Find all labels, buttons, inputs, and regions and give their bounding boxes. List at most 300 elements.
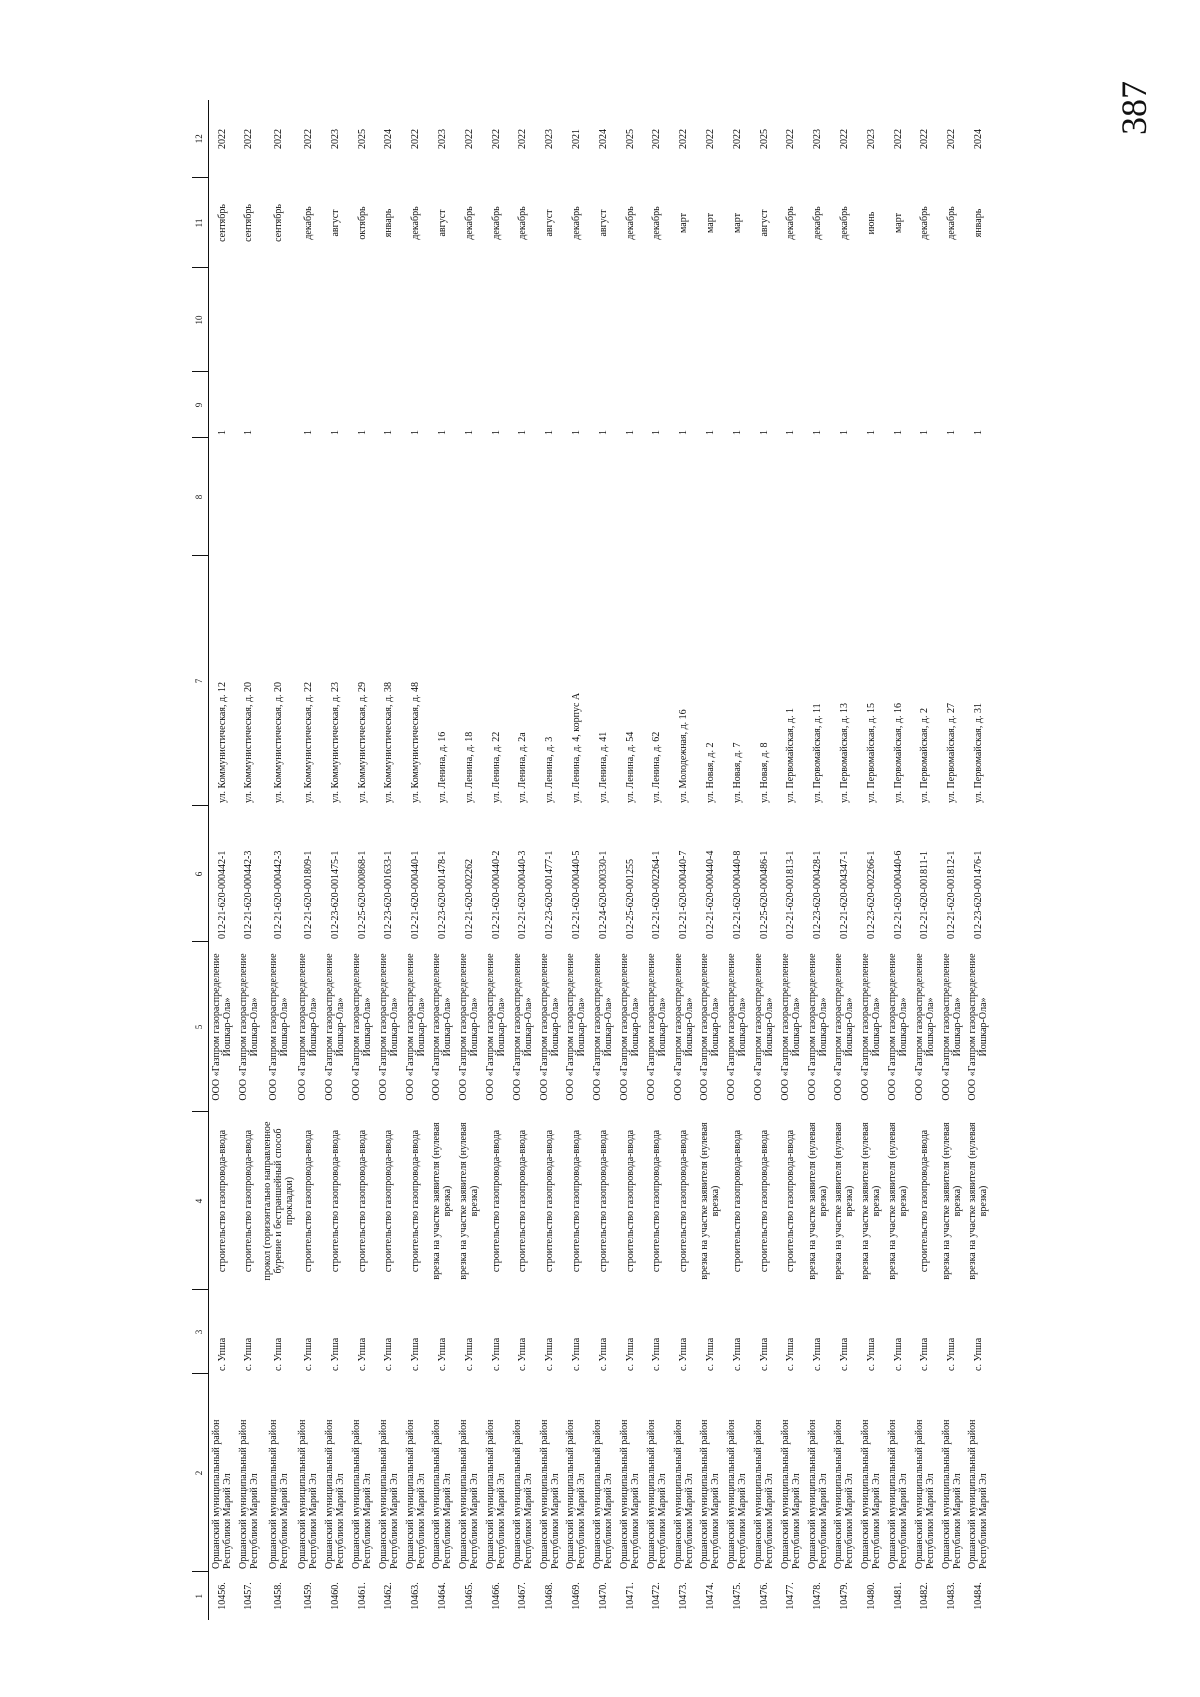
empty-cell: [590, 438, 617, 556]
empty-cell: [429, 438, 456, 556]
empty-cell: [751, 438, 778, 556]
organization-cell: ООО «Газпром газораспределение Йошкар-Ола»: [619, 953, 642, 1101]
address-cell: ул. Коммунистическая, д. 20: [243, 681, 255, 803]
empty-cell: [322, 438, 349, 556]
table-row: [911, 100, 938, 1620]
empty-cell: [322, 268, 349, 372]
quantity-cell: 1: [651, 430, 663, 435]
organization-cell: ООО «Газпром газораспределение Йошкар-Ола»: [967, 953, 990, 1101]
work-type-cell: врезка на участке заявителя (нулевая врезка): [431, 1122, 454, 1280]
table-row: [456, 100, 483, 1620]
quantity-cell: 1: [356, 430, 368, 435]
empty-cell: [831, 268, 858, 372]
empty-cell: [617, 268, 644, 372]
district-cell: Оршанский муниципальный район Республики Марий Эл: [485, 1419, 508, 1569]
row-number: 10479.: [838, 1582, 850, 1610]
address-cell: ул. Коммунистическая, д. 38: [383, 681, 395, 803]
address-cell: ул. Ленина, д. 22: [490, 731, 502, 803]
quantity-cell: 1: [758, 430, 770, 435]
empty-cell: [617, 438, 644, 556]
work-type-cell: строительство газопровода-ввода: [356, 1129, 368, 1273]
quantity-cell: 1: [812, 430, 824, 435]
table-row: [429, 100, 456, 1620]
locality-cell: с. Упша: [838, 1337, 850, 1371]
month-cell: март: [678, 213, 690, 233]
organization-cell: ООО «Газпром газораспределение Йошкар-Ола»: [753, 953, 776, 1101]
table-row: [643, 100, 670, 1620]
empty-cell: [483, 268, 510, 372]
district-cell: Оршанский муниципальный район Республики Марий Эл: [860, 1419, 883, 1569]
organization-cell: ООО «Газпром газораспределение Йошкар-Ола»: [672, 953, 695, 1101]
organization-cell: ООО «Газпром газораспределение Йошкар-Ола»: [699, 953, 722, 1101]
year-cell: 2022: [302, 129, 314, 149]
empty-cell: [262, 268, 295, 372]
header-row: [192, 100, 209, 1620]
year-cell: 2022: [410, 129, 422, 149]
row-number: 10471.: [624, 1582, 636, 1610]
table-row: [262, 100, 295, 1620]
table-row: [965, 100, 992, 1620]
empty-cell: [965, 438, 992, 556]
organization-cell: ООО «Газпром газораспределение Йошкар-Ола»: [779, 953, 802, 1101]
locality-cell: с. Упша: [436, 1337, 448, 1371]
locality-cell: с. Упша: [892, 1337, 904, 1371]
district-cell: Оршанский муниципальный район Республики Марий Эл: [699, 1419, 722, 1569]
month-cell: декабрь: [651, 206, 663, 240]
month-cell: март: [731, 213, 743, 233]
quantity-cell: 1: [436, 430, 448, 435]
table-row: [402, 100, 429, 1620]
month-cell: март: [704, 213, 716, 233]
work-type-cell: строительство газопровода-ввода: [597, 1129, 609, 1273]
empty-cell: [456, 438, 483, 556]
district-cell: Оршанский муниципальный район Республики Марий Эл: [645, 1419, 668, 1569]
organization-cell: ООО «Газпром газораспределение Йошкар-Ола»: [211, 953, 234, 1101]
address-cell: ул. Первомайская, д. 16: [892, 703, 904, 803]
organization-cell: ООО «Газпром газораспределение Йошкар-Ола»: [485, 953, 508, 1101]
empty-cell: [804, 438, 831, 556]
row-number: 10465.: [463, 1582, 475, 1610]
address-cell: ул. Новая, д. 2: [704, 742, 716, 803]
quantity-cell: 1: [410, 430, 422, 435]
work-type-cell: врезка на участке заявителя (нулевая врезка): [458, 1122, 481, 1280]
row-number: 10464.: [436, 1582, 448, 1610]
object-code-cell: 012-23-620-001477-1: [544, 850, 556, 939]
empty-cell: [209, 268, 236, 372]
quantity-cell: 1: [517, 430, 529, 435]
empty-cell: [911, 268, 938, 372]
table-row: [235, 100, 262, 1620]
empty-cell: [235, 268, 262, 372]
district-cell: Оршанский муниципальный район Республики Марий Эл: [267, 1419, 290, 1569]
month-cell: июнь: [865, 211, 877, 235]
row-number: 10483.: [946, 1582, 958, 1610]
empty-cell: [965, 268, 992, 372]
quantity-cell: [262, 372, 295, 438]
column-header: 1: [192, 1572, 209, 1620]
object-code-cell: 012-21-620-000440-7: [678, 850, 690, 939]
month-cell: декабрь: [463, 206, 475, 240]
organization-cell: ООО «Газпром газораспределение Йошкар-Ола»: [267, 953, 290, 1101]
quantity-cell: 1: [919, 430, 931, 435]
table-row: [831, 100, 858, 1620]
address-cell: ул. Ленина, д. 41: [597, 731, 609, 803]
locality-cell: с. Упша: [651, 1337, 663, 1371]
column-header: 12: [192, 100, 209, 178]
quantity-cell: 1: [838, 430, 850, 435]
row-number: 10472.: [651, 1582, 663, 1610]
quantity-cell: 1: [216, 430, 228, 435]
empty-cell: [456, 268, 483, 372]
organization-cell: ООО «Газпром газораспределение Йошкар-Ола»: [404, 953, 427, 1101]
locality-cell: с. Упша: [570, 1337, 582, 1371]
month-cell: январь: [383, 208, 395, 238]
object-code-cell: 012-21-620-000440-2: [490, 850, 502, 939]
table-row: [777, 100, 804, 1620]
work-type-cell: врезка на участке заявителя (нулевая врезка): [806, 1122, 829, 1280]
locality-cell: с. Упша: [273, 1337, 285, 1371]
address-cell: ул. Первомайская, д. 11: [812, 703, 824, 803]
locality-cell: с. Упша: [216, 1337, 228, 1371]
month-cell: август: [597, 209, 609, 237]
row-number: 10481.: [892, 1582, 904, 1610]
object-code-cell: 012-21-620-000440-1: [410, 850, 422, 939]
empty-cell: [295, 268, 322, 372]
empty-cell: [509, 268, 536, 372]
table-row: [858, 100, 885, 1620]
empty-cell: [885, 438, 912, 556]
district-cell: Оршанский муниципальный район Республики Марий Эл: [672, 1419, 695, 1569]
locality-cell: с. Упша: [785, 1337, 797, 1371]
year-cell: 2022: [704, 129, 716, 149]
empty-cell: [804, 268, 831, 372]
year-cell: 2025: [624, 129, 636, 149]
work-type-cell: строительство газопровода-ввода: [383, 1129, 395, 1273]
locality-cell: с. Упша: [383, 1337, 395, 1371]
row-number: 10466.: [490, 1582, 502, 1610]
object-code-cell: 012-21-620-001811-1: [919, 851, 931, 939]
month-cell: август: [329, 209, 341, 237]
empty-cell: [911, 438, 938, 556]
work-type-cell: прокол (горизонтально направленное бурение и бестраншейный способ прокладки): [262, 1121, 296, 1281]
table-row: [885, 100, 912, 1620]
year-cell: 2023: [436, 129, 448, 149]
work-type-cell: строительство газопровода-ввода: [544, 1129, 556, 1273]
object-code-cell: 012-21-620-000440-5: [570, 850, 582, 939]
table-row: [509, 100, 536, 1620]
quantity-cell: 1: [597, 430, 609, 435]
object-code-cell: 012-21-620-000442-1: [216, 850, 228, 939]
district-cell: Оршанский муниципальный район Республики Марий Эл: [887, 1419, 910, 1569]
column-header: 10: [192, 268, 209, 372]
month-cell: декабрь: [517, 206, 529, 240]
month-cell: декабрь: [570, 206, 582, 240]
organization-cell: ООО «Газпром газораспределение Йошкар-Ола»: [833, 953, 856, 1101]
year-cell: 2023: [865, 129, 877, 149]
object-code-cell: 012-21-620-001809-1: [302, 850, 314, 939]
column-header: 9: [192, 372, 209, 438]
locality-cell: с. Упша: [302, 1337, 314, 1371]
empty-cell: [262, 438, 295, 556]
address-cell: ул. Коммунистическая, д. 22: [302, 681, 314, 803]
work-type-cell: врезка на участке заявителя (нулевая врезка): [967, 1122, 990, 1280]
locality-cell: с. Упша: [410, 1337, 422, 1371]
year-cell: 2023: [544, 129, 556, 149]
empty-cell: [349, 438, 376, 556]
year-cell: 2025: [356, 129, 368, 149]
column-header: 4: [192, 1112, 209, 1290]
organization-cell: ООО «Газпром газораспределение Йошкар-Ола»: [592, 953, 615, 1101]
address-cell: ул. Ленина, д. 16: [436, 731, 448, 803]
year-cell: 2022: [243, 129, 255, 149]
empty-cell: [375, 438, 402, 556]
year-cell: 2022: [785, 129, 797, 149]
locality-cell: с. Упша: [704, 1337, 716, 1371]
month-cell: сентябрь: [273, 204, 285, 242]
month-cell: декабрь: [302, 206, 314, 240]
locality-cell: с. Упша: [490, 1337, 502, 1371]
object-code-cell: 012-25-620-000486-1: [758, 850, 770, 939]
object-code-cell: 012-21-620-000442-3: [243, 850, 255, 939]
empty-cell: [858, 268, 885, 372]
work-type-cell: врезка на участке заявителя (нулевая врезка): [860, 1122, 883, 1280]
empty-cell: [643, 268, 670, 372]
year-cell: 2024: [383, 129, 395, 149]
empty-cell: [643, 438, 670, 556]
quantity-cell: 1: [490, 430, 502, 435]
district-cell: Оршанский муниципальный район Республики Марий Эл: [324, 1419, 347, 1569]
district-cell: Оршанский муниципальный район Республики Марий Эл: [458, 1419, 481, 1569]
quantity-cell: 1: [570, 430, 582, 435]
year-cell: 2025: [758, 129, 770, 149]
locality-cell: с. Упша: [329, 1337, 341, 1371]
year-cell: 2023: [812, 129, 824, 149]
district-cell: Оршанский муниципальный район Республики Марий Эл: [779, 1419, 802, 1569]
empty-cell: [536, 438, 563, 556]
row-number: 10474.: [704, 1582, 716, 1610]
empty-cell: [429, 268, 456, 372]
empty-cell: [563, 438, 590, 556]
district-cell: Оршанский муниципальный район Республики Марий Эл: [940, 1419, 963, 1569]
year-cell: 2023: [329, 129, 341, 149]
address-cell: ул. Ленина, д. 18: [463, 731, 475, 803]
year-cell: 2022: [678, 129, 690, 149]
column-header: 7: [192, 556, 209, 806]
empty-cell: [777, 438, 804, 556]
district-cell: Оршанский муниципальный район Республики Марий Эл: [351, 1419, 374, 1569]
address-cell: ул. Первомайская, д. 1: [785, 708, 797, 803]
row-number: 10467.: [517, 1582, 529, 1610]
object-code-cell: 012-21-620-000440-8: [731, 850, 743, 939]
organization-cell: ООО «Газпром газораспределение Йошкар-Ола»: [806, 953, 829, 1101]
empty-cell: [209, 438, 236, 556]
organization-cell: ООО «Газпром газораспределение Йошкар-Ола»: [645, 953, 668, 1101]
object-code-cell: 012-21-620-001813-1: [785, 850, 797, 939]
locality-cell: с. Упша: [812, 1337, 824, 1371]
column-header: 6: [192, 806, 209, 942]
quantity-cell: 1: [704, 430, 716, 435]
address-cell: ул. Коммунистическая, д. 12: [216, 681, 228, 803]
work-type-cell: строительство газопровода-ввода: [678, 1129, 690, 1273]
object-code-cell: 012-21-620-000440-6: [892, 850, 904, 939]
locality-cell: с. Упша: [919, 1337, 931, 1371]
organization-cell: ООО «Газпром газораспределение Йошкар-Ола»: [324, 953, 347, 1101]
work-type-cell: строительство газопровода-ввода: [216, 1129, 228, 1273]
object-code-cell: 012-25-620-000868-1: [356, 850, 368, 939]
empty-cell: [858, 438, 885, 556]
empty-cell: [349, 268, 376, 372]
empty-cell: [670, 438, 697, 556]
table-row: [697, 100, 724, 1620]
district-cell: Оршанский муниципальный район Республики Марий Эл: [377, 1419, 400, 1569]
empty-cell: [831, 438, 858, 556]
year-cell: 2022: [490, 129, 502, 149]
district-cell: Оршанский муниципальный район Республики Марий Эл: [431, 1419, 454, 1569]
row-number: 10460.: [329, 1582, 341, 1610]
object-code-cell: 012-23-620-000428-1: [812, 850, 824, 939]
object-code-cell: 012-23-620-001633-1: [383, 850, 395, 939]
month-cell: декабрь: [785, 206, 797, 240]
table-row: [375, 100, 402, 1620]
month-cell: декабрь: [812, 206, 824, 240]
district-cell: Оршанский муниципальный район Республики Марий Эл: [619, 1419, 642, 1569]
object-code-cell: 012-21-620-000440-4: [704, 850, 716, 939]
address-cell: ул. Ленина, д. 4, корпус А: [570, 692, 582, 803]
locality-cell: с. Упша: [463, 1337, 475, 1371]
empty-cell: [563, 268, 590, 372]
locality-cell: с. Упша: [865, 1337, 877, 1371]
row-number: 10457.: [243, 1582, 255, 1610]
year-cell: 2021: [570, 129, 582, 149]
month-cell: август: [436, 209, 448, 237]
work-type-cell: строительство газопровода-ввода: [243, 1129, 255, 1273]
row-number: 10463.: [410, 1582, 422, 1610]
object-code-cell: 012-23-620-001475-1: [329, 850, 341, 939]
empty-cell: [483, 438, 510, 556]
locality-cell: с. Упша: [517, 1337, 529, 1371]
year-cell: 2022: [216, 129, 228, 149]
month-cell: декабрь: [838, 206, 850, 240]
empty-cell: [590, 268, 617, 372]
organization-cell: ООО «Газпром газораспределение Йошкар-Ола»: [565, 953, 588, 1101]
work-type-cell: строительство газопровода-ввода: [517, 1129, 529, 1273]
object-code-cell: 012-21-620-000442-3: [273, 850, 285, 939]
month-cell: декабрь: [624, 206, 636, 240]
empty-cell: [375, 268, 402, 372]
address-cell: ул. Первомайская, д. 13: [838, 703, 850, 803]
object-code-cell: 012-21-620-000440-3: [517, 850, 529, 939]
locality-cell: с. Упша: [972, 1337, 984, 1371]
gasification-table: [192, 100, 992, 1620]
address-cell: ул. Первомайская, д. 31: [972, 703, 984, 803]
table-body: [209, 100, 992, 1620]
locality-cell: с. Упша: [597, 1337, 609, 1371]
year-cell: 2022: [946, 129, 958, 149]
address-cell: ул. Ленина, д. 62: [651, 731, 663, 803]
address-cell: ул. Молодежная, д. 16: [678, 709, 690, 803]
month-cell: декабрь: [919, 206, 931, 240]
organization-cell: ООО «Газпром газораспределение Йошкар-Ола»: [887, 953, 910, 1101]
rotated-table-container: [192, 100, 1010, 1620]
object-code-cell: 012-23-620-002266-1: [865, 850, 877, 939]
organization-cell: ООО «Газпром газораспределение Йошкар-Ола»: [458, 953, 481, 1101]
table-row: [563, 100, 590, 1620]
work-type-cell: врезка на участке заявителя (нулевая врезка): [887, 1122, 910, 1280]
object-code-cell: 012-23-620-001476-1: [972, 850, 984, 939]
quantity-cell: 1: [302, 430, 314, 435]
organization-cell: ООО «Газпром газораспределение Йошкар-Ола»: [726, 953, 749, 1101]
work-type-cell: строительство газопровода-ввода: [785, 1129, 797, 1273]
month-cell: август: [758, 209, 770, 237]
month-cell: декабрь: [946, 206, 958, 240]
quantity-cell: 1: [243, 430, 255, 435]
quantity-cell: 1: [383, 430, 395, 435]
quantity-cell: 1: [678, 430, 690, 435]
column-header: 8: [192, 438, 209, 556]
work-type-cell: строительство газопровода-ввода: [570, 1129, 582, 1273]
district-cell: Оршанский муниципальный район Республики Марий Эл: [806, 1419, 829, 1569]
page-number: 387: [1114, 81, 1154, 135]
object-code-cell: 012-21-620-002264-1: [651, 850, 663, 939]
table-row: [724, 100, 751, 1620]
quantity-cell: 1: [972, 430, 984, 435]
address-cell: ул. Коммунистическая, д. 48: [410, 681, 422, 803]
empty-cell: [697, 438, 724, 556]
empty-cell: [751, 268, 778, 372]
month-cell: январь: [972, 208, 984, 238]
work-type-cell: строительство газопровода-ввода: [329, 1129, 341, 1273]
year-cell: 2022: [731, 129, 743, 149]
table-row: [536, 100, 563, 1620]
district-cell: Оршанский муниципальный район Республики Марий Эл: [967, 1419, 990, 1569]
organization-cell: ООО «Газпром газораспределение Йошкар-Ола»: [297, 953, 320, 1101]
table-row: [349, 100, 376, 1620]
row-number: 10462.: [383, 1582, 395, 1610]
row-number: 10468.: [544, 1582, 556, 1610]
work-type-cell: строительство газопровода-ввода: [731, 1129, 743, 1273]
address-cell: ул. Первомайская, д. 27: [946, 703, 958, 803]
empty-cell: [235, 438, 262, 556]
quantity-cell: 1: [544, 430, 556, 435]
address-cell: ул. Коммунистическая, д. 20: [273, 681, 285, 803]
locality-cell: с. Упша: [678, 1337, 690, 1371]
object-code-cell: 012-21-620-004347-1: [838, 850, 850, 939]
work-type-cell: строительство газопровода-ввода: [758, 1129, 770, 1273]
work-type-cell: врезка на участке заявителя (нулевая врезка): [699, 1122, 722, 1280]
row-number: 10484.: [972, 1582, 984, 1610]
work-type-cell: строительство газопровода-ввода: [490, 1129, 502, 1273]
empty-cell: [402, 268, 429, 372]
column-header: 5: [192, 942, 209, 1112]
address-cell: ул. Коммунистическая, д. 23: [329, 681, 341, 803]
month-cell: сентябрь: [243, 204, 255, 242]
empty-cell: [536, 268, 563, 372]
address-cell: ул. Новая, д. 8: [758, 742, 770, 803]
empty-cell: [295, 438, 322, 556]
column-header: 3: [192, 1290, 209, 1374]
work-type-cell: врезка на участке заявителя (нулевая врезка): [940, 1122, 963, 1280]
year-cell: 2022: [838, 129, 850, 149]
address-cell: ул. Новая, д. 7: [731, 742, 743, 803]
address-cell: ул. Первомайская, д. 15: [865, 703, 877, 803]
row-number: 10478.: [812, 1582, 824, 1610]
object-code-cell: 012-21-620-002262: [463, 859, 475, 939]
district-cell: Оршанский муниципальный район Республики Марий Эл: [833, 1419, 856, 1569]
table-row: [483, 100, 510, 1620]
month-cell: декабрь: [410, 206, 422, 240]
year-cell: 2022: [651, 129, 663, 149]
empty-cell: [724, 268, 751, 372]
